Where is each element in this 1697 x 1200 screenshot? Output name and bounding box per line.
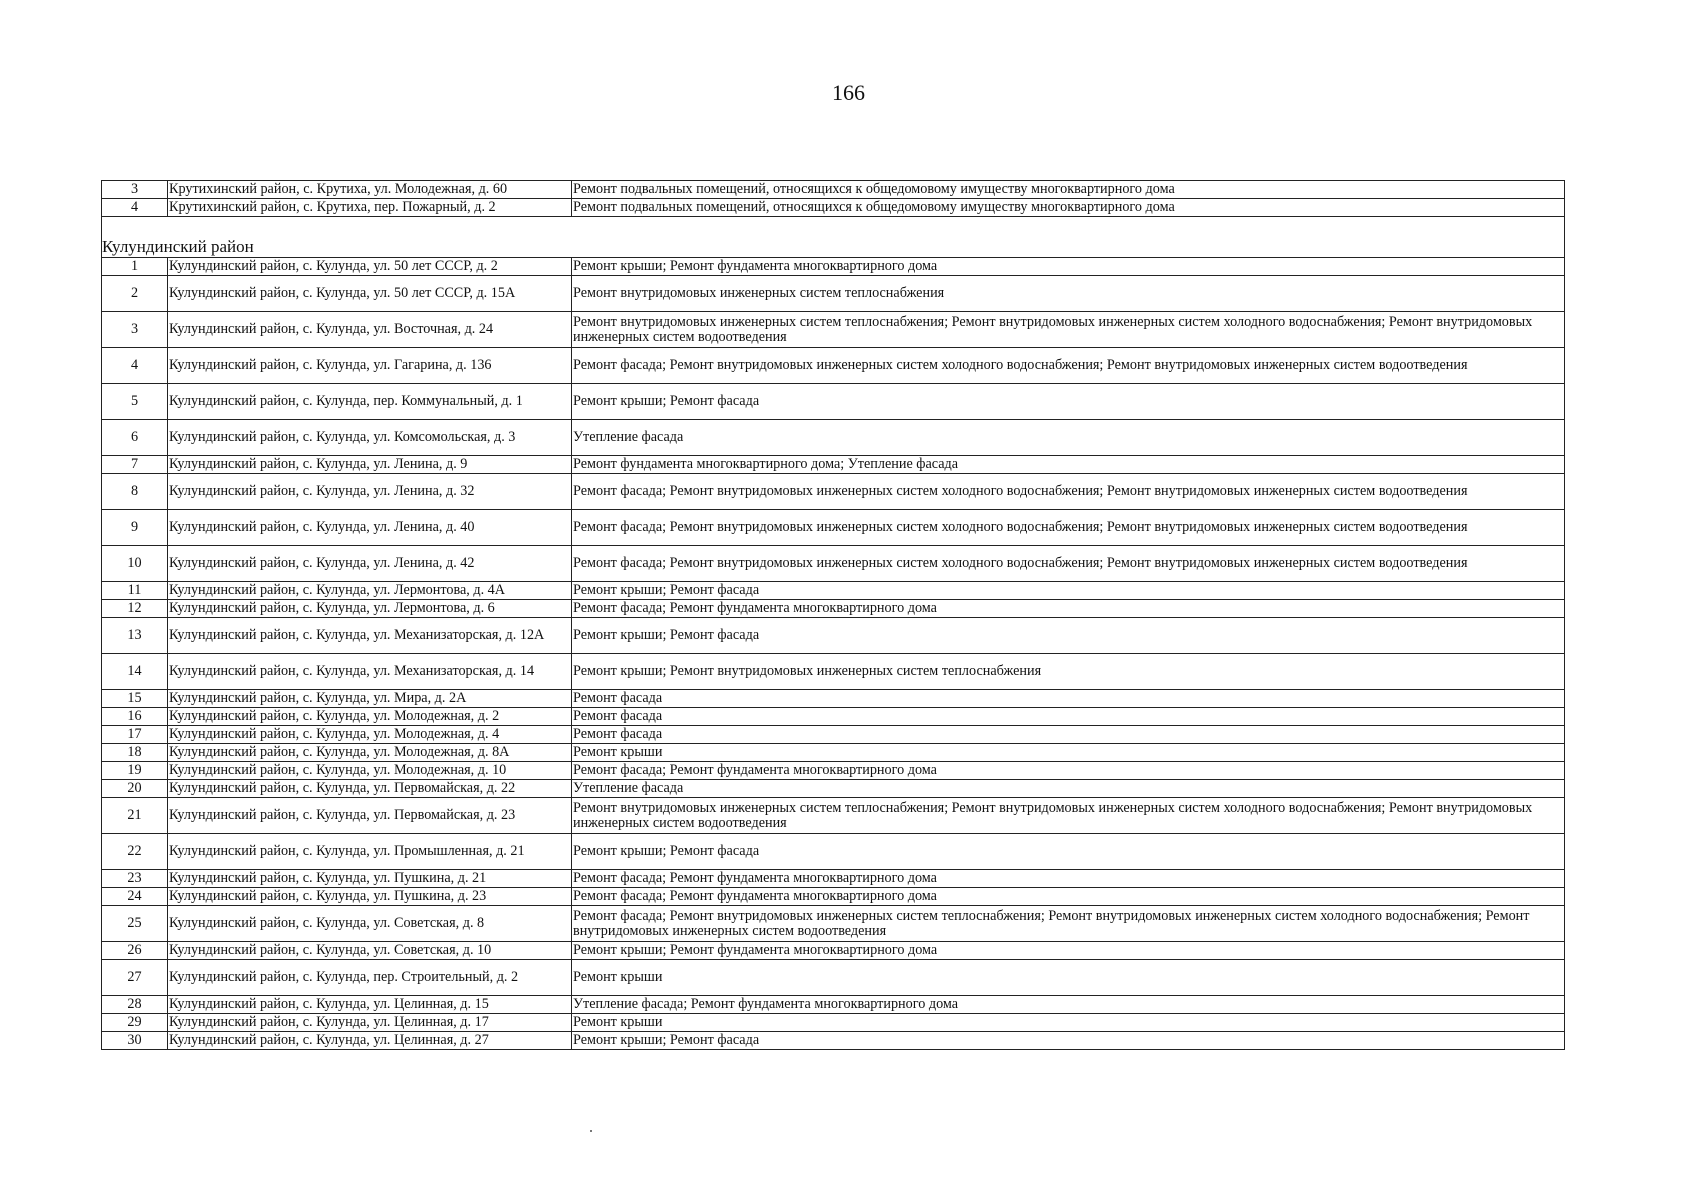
row-work: Утепление фасада; Ремонт фундамента многоквартирного дома (572, 996, 1565, 1014)
row-work: Утепление фасада (572, 420, 1565, 456)
row-address: Кулундинский район, с. Кулунда, ул. Молодежная, д. 4 (168, 726, 572, 744)
table-row (102, 888, 1565, 906)
row-work: Ремонт крыши; Ремонт фасада (572, 384, 1565, 420)
row-work: Ремонт крыши; Ремонт фасада (572, 582, 1565, 600)
row-work: Ремонт фасада; Ремонт внутридомовых инженерных систем холодного водоснабжения; Ремонт внутридомовых инженерных систем водоотведения (572, 546, 1565, 582)
row-work: Ремонт фасада; Ремонт внутридомовых инженерных систем холодного водоснабжения; Ремонт внутридомовых инженерных систем водоотведения (572, 510, 1565, 546)
table-row (102, 474, 1565, 510)
table-row (102, 654, 1565, 690)
row-number: 29 (102, 1014, 168, 1032)
table-row (102, 780, 1565, 798)
row-address: Кулундинский район, с. Кулунда, ул. Лермонтова, д. 4А (168, 582, 572, 600)
row-number: 4 (102, 348, 168, 384)
table-row (102, 834, 1565, 870)
row-address: Кулундинский район, с. Кулунда, ул. Ленина, д. 40 (168, 510, 572, 546)
row-work: Ремонт крыши (572, 744, 1565, 762)
row-address: Кулундинский район, с. Кулунда, ул. Целинная, д. 17 (168, 1014, 572, 1032)
scan-speck (590, 1130, 592, 1132)
table-row (102, 384, 1565, 420)
row-address: Кулундинский район, с. Кулунда, ул. Первомайская, д. 22 (168, 780, 572, 798)
row-number: 14 (102, 654, 168, 690)
row-work: Ремонт фасада; Ремонт внутридомовых инженерных систем холодного водоснабжения; Ремонт внутридомовых инженерных систем водоотведения (572, 474, 1565, 510)
table-row (102, 690, 1565, 708)
row-number: 24 (102, 888, 168, 906)
row-work: Ремонт фасада; Ремонт внутридомовых инженерных систем холодного водоснабжения; Ремонт внутридомовых инженерных систем водоотведения (572, 348, 1565, 384)
row-address: Кулундинский район, с. Кулунда, ул. Пушкина, д. 23 (168, 888, 572, 906)
repair-table (101, 180, 1565, 1050)
row-work: Ремонт фасада; Ремонт внутридомовых инженерных систем теплоснабжения; Ремонт внутридомовых инженерных систем холодного водоснабжения; Ремонт внутридомовых инженерных систем водоотведения (572, 906, 1565, 942)
row-address: Кулундинский район, с. Кулунда, ул. Молодежная, д. 2 (168, 708, 572, 726)
row-address: Кулундинский район, с. Кулунда, ул. Пушкина, д. 21 (168, 870, 572, 888)
row-number: 23 (102, 870, 168, 888)
row-work: Ремонт крыши; Ремонт фундамента многоквартирного дома (572, 258, 1565, 276)
row-number: 11 (102, 582, 168, 600)
table-row (102, 600, 1565, 618)
row-work: Ремонт фасада (572, 690, 1565, 708)
row-number: 25 (102, 906, 168, 942)
row-number: 30 (102, 1032, 168, 1050)
table-row (102, 996, 1565, 1014)
table-row (102, 312, 1565, 348)
row-work: Ремонт фасада; Ремонт фундамента многоквартирного дома (572, 870, 1565, 888)
row-number: 28 (102, 996, 168, 1014)
row-work: Ремонт фасада (572, 726, 1565, 744)
row-work: Ремонт внутридомовых инженерных систем теплоснабжения; Ремонт внутридомовых инженерных систем холодного водоснабжения; Ремонт внутридомовых инженерных систем водоотведения (572, 312, 1565, 348)
row-number: 4 (102, 199, 168, 217)
row-address: Кулундинский район, с. Кулунда, ул. 50 лет СССР, д. 2 (168, 258, 572, 276)
row-address: Кулундинский район, с. Кулунда, ул. Комсомольская, д. 3 (168, 420, 572, 456)
row-work: Ремонт крыши; Ремонт фасада (572, 834, 1565, 870)
table-row (102, 726, 1565, 744)
section-spacer-row (102, 217, 1565, 238)
row-number: 3 (102, 312, 168, 348)
row-number: 13 (102, 618, 168, 654)
row-number: 1 (102, 258, 168, 276)
table-row (102, 960, 1565, 996)
row-number: 5 (102, 384, 168, 420)
row-address: Кулундинский район, с. Кулунда, пер. Коммунальный, д. 1 (168, 384, 572, 420)
row-number: 2 (102, 276, 168, 312)
table-row (102, 942, 1565, 960)
row-number: 17 (102, 726, 168, 744)
row-work: Ремонт фасада; Ремонт фундамента многоквартирного дома (572, 762, 1565, 780)
table-row (102, 906, 1565, 942)
table-row (102, 546, 1565, 582)
table-row (102, 510, 1565, 546)
row-number: 15 (102, 690, 168, 708)
row-number: 27 (102, 960, 168, 996)
row-address: Крутихинский район, с. Крутиха, ул. Молодежная, д. 60 (168, 181, 572, 199)
row-work: Ремонт фасада; Ремонт фундамента многоквартирного дома (572, 888, 1565, 906)
row-number: 19 (102, 762, 168, 780)
row-address: Кулундинский район, с. Кулунда, ул. Ленина, д. 32 (168, 474, 572, 510)
row-work: Ремонт крыши (572, 960, 1565, 996)
row-address: Кулундинский район, с. Кулунда, ул. Механизаторская, д. 14 (168, 654, 572, 690)
table-row (102, 199, 1565, 217)
row-work: Утепление фасада (572, 780, 1565, 798)
table-row (102, 618, 1565, 654)
row-number: 10 (102, 546, 168, 582)
row-address: Кулундинский район, с. Кулунда, ул. Целинная, д. 15 (168, 996, 572, 1014)
row-number: 16 (102, 708, 168, 726)
row-address: Кулундинский район, с. Кулунда, ул. Первомайская, д. 23 (168, 798, 572, 834)
row-address: Кулундинский район, с. Кулунда, ул. Ленина, д. 42 (168, 546, 572, 582)
page-number: 166 (832, 80, 865, 105)
row-number: 6 (102, 420, 168, 456)
section-title: Кулундинский район (102, 237, 1565, 258)
row-number: 3 (102, 181, 168, 199)
row-address: Кулундинский район, с. Кулунда, ул. 50 лет СССР, д. 15А (168, 276, 572, 312)
row-address: Кулундинский район, с. Кулунда, ул. Лермонтова, д. 6 (168, 600, 572, 618)
row-work: Ремонт крыши (572, 1014, 1565, 1032)
row-address: Кулундинский район, с. Кулунда, ул. Молодежная, д. 10 (168, 762, 572, 780)
row-number: 21 (102, 798, 168, 834)
row-address: Кулундинский район, с. Кулунда, ул. Советская, д. 8 (168, 906, 572, 942)
row-number: 26 (102, 942, 168, 960)
row-work: Ремонт подвальных помещений, относящихся к общедомовому имуществу многоквартирного дома (572, 181, 1565, 199)
section-spacer (102, 217, 1565, 238)
row-address: Кулундинский район, с. Кулунда, ул. Восточная, д. 24 (168, 312, 572, 348)
row-number: 9 (102, 510, 168, 546)
row-number: 20 (102, 780, 168, 798)
row-address: Кулундинский район, с. Кулунда, ул. Молодежная, д. 8А (168, 744, 572, 762)
row-work: Ремонт фундамента многоквартирного дома; Утепление фасада (572, 456, 1565, 474)
row-address: Кулундинский район, с. Кулунда, ул. Промышленная, д. 21 (168, 834, 572, 870)
row-address: Кулундинский район, с. Кулунда, ул. Гагарина, д. 136 (168, 348, 572, 384)
table-body (102, 181, 1565, 1050)
table-row (102, 348, 1565, 384)
row-number: 12 (102, 600, 168, 618)
row-work: Ремонт крыши; Ремонт фасада (572, 618, 1565, 654)
row-work: Ремонт крыши; Ремонт внутридомовых инженерных систем теплоснабжения (572, 654, 1565, 690)
table-row (102, 870, 1565, 888)
row-work: Ремонт подвальных помещений, относящихся к общедомовому имуществу многоквартирного дома (572, 199, 1565, 217)
table-row (102, 456, 1565, 474)
row-work: Ремонт фасада (572, 708, 1565, 726)
table-row (102, 181, 1565, 199)
table-row (102, 276, 1565, 312)
row-address: Крутихинский район, с. Крутиха, пер. Пожарный, д. 2 (168, 199, 572, 217)
table-row (102, 708, 1565, 726)
table-row (102, 744, 1565, 762)
row-number: 7 (102, 456, 168, 474)
section-header-row (102, 237, 1565, 258)
table-row (102, 1014, 1565, 1032)
row-work: Ремонт крыши; Ремонт фасада (572, 1032, 1565, 1050)
table-row (102, 762, 1565, 780)
table-row (102, 258, 1565, 276)
row-address: Кулундинский район, с. Кулунда, ул. Целинная, д. 27 (168, 1032, 572, 1050)
row-address: Кулундинский район, с. Кулунда, пер. Строительный, д. 2 (168, 960, 572, 996)
table-row (102, 420, 1565, 456)
row-work: Ремонт внутридомовых инженерных систем теплоснабжения; Ремонт внутридомовых инженерных систем холодного водоснабжения; Ремонт внутридомовых инженерных систем водоотведения (572, 798, 1565, 834)
row-work: Ремонт крыши; Ремонт фундамента многоквартирного дома (572, 942, 1565, 960)
row-address: Кулундинский район, с. Кулунда, ул. Механизаторская, д. 12А (168, 618, 572, 654)
row-address: Кулундинский район, с. Кулунда, ул. Ленина, д. 9 (168, 456, 572, 474)
row-address: Кулундинский район, с. Кулунда, ул. Мира, д. 2А (168, 690, 572, 708)
table-row (102, 798, 1565, 834)
row-work: Ремонт фасада; Ремонт фундамента многоквартирного дома (572, 600, 1565, 618)
row-address: Кулундинский район, с. Кулунда, ул. Советская, д. 10 (168, 942, 572, 960)
row-number: 22 (102, 834, 168, 870)
row-number: 8 (102, 474, 168, 510)
table-row (102, 582, 1565, 600)
row-number: 18 (102, 744, 168, 762)
table-row (102, 1032, 1565, 1050)
row-work: Ремонт внутридомовых инженерных систем теплоснабжения (572, 276, 1565, 312)
